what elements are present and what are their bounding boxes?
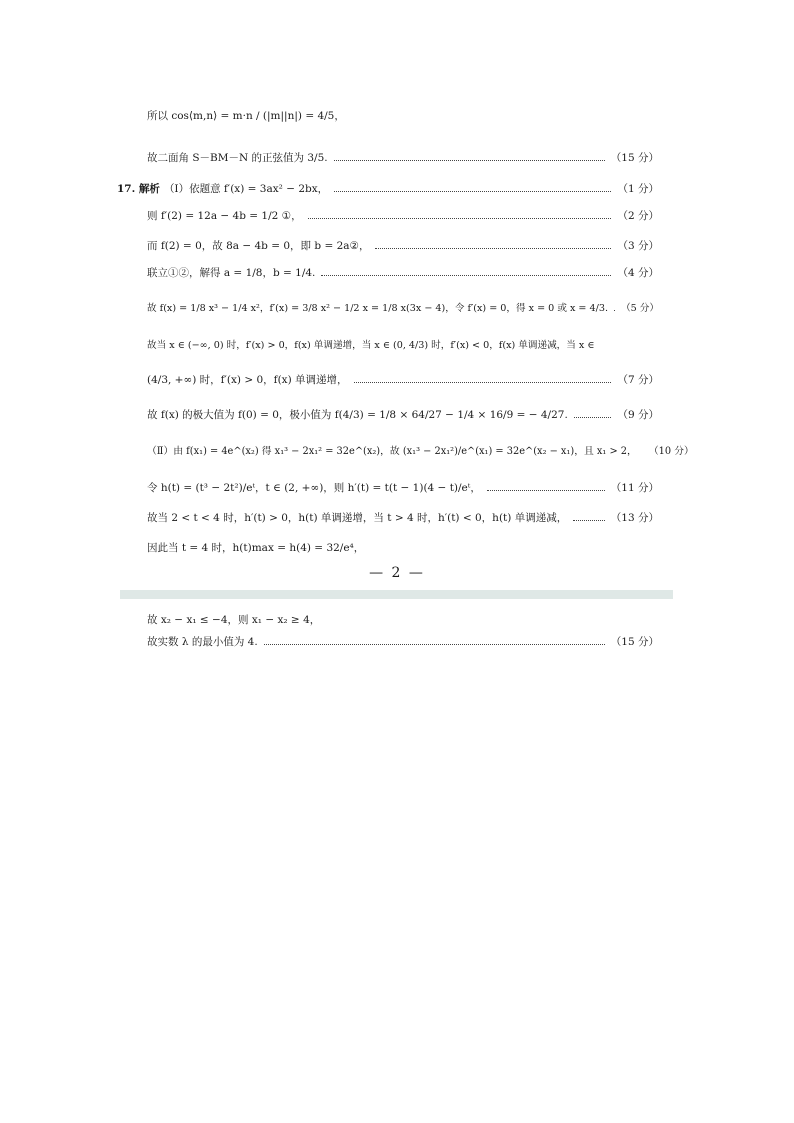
answer-line (147, 238, 659, 253)
answer-line (147, 265, 659, 280)
answer-line (147, 612, 659, 627)
score-label: （9 分） (617, 409, 659, 421)
score-label: （5 分） (621, 303, 659, 314)
score-label: （13 分） (610, 512, 659, 524)
answer-line (147, 108, 659, 123)
line-text: 故实数 λ 的最小值为 4. (147, 636, 258, 648)
answer-line (147, 510, 659, 525)
line-text: 故 x₂ − x₁ ≤ −4，则 x₁ − x₂ ≥ 4， (147, 614, 321, 626)
answer-line (147, 634, 659, 649)
score-label: （15 分） (610, 152, 659, 164)
line-text: (4/3, +∞) 时，f′(x) > 0，f(x) 单调递增， (147, 374, 348, 386)
score-label: （3 分） (617, 240, 659, 252)
answer-line (117, 181, 659, 196)
answer-line (147, 540, 659, 555)
score-label: （7 分） (617, 374, 659, 386)
line-text: 而 f(2) = 0，故 8a − 4b = 0，即 b = 2a②， (147, 240, 370, 252)
line-text: 令 h(t) = (t³ − 2t²)/eᵗ，t ∈ (2, +∞)，则 h′(t) = t(t − 1)(4 − t)/eᵗ， (147, 482, 481, 494)
line-text: 所以 cos⟨m,n⟩ = m·n / (|m||n|) = 4/5， (147, 110, 345, 122)
line-text: 联立①②，解得 a = 1/8，b = 1/4. (147, 267, 316, 279)
leader-dots (308, 218, 612, 219)
leader-dots (354, 382, 612, 383)
page-separator (120, 590, 673, 599)
answer-line (147, 208, 659, 223)
question-number: 17. 解析 (117, 183, 160, 195)
score-label: （4 分） (617, 267, 659, 279)
score-label: （11 分） (610, 482, 659, 494)
leader-dots (574, 417, 612, 418)
line-text: 故当 2 < t < 4 时，h′(t) > 0，h(t) 单调递增，当 t > 4 时，h′(t) < 0，h(t) 单调递减， (147, 512, 568, 524)
answer-line (147, 300, 659, 314)
leader-dots (321, 275, 611, 276)
line-text: 则 f′(2) = 12a − 4b = 1/2 ①， (147, 210, 302, 222)
score-label: （2 分） (617, 210, 659, 222)
score-label: （10 分） (648, 446, 694, 457)
leader-dots (487, 490, 605, 491)
leader-dots (614, 310, 615, 311)
answer-line (147, 337, 659, 351)
line-text: 故 f(x) = 1/8 x³ − 1/4 x²，f′(x) = 3/8 x² − 1/2 x = 1/8 x(3x − 4)，令 f′(x) = 0，得 x = 0 或 x = 4/3. (147, 303, 609, 314)
answer-line (147, 407, 659, 422)
answer-line (147, 480, 659, 495)
score-label: （1 分） (617, 183, 659, 195)
line-text: 故当 x ∈ (−∞, 0) 时，f′(x) > 0，f(x) 单调递增，当 x ∈ (0, 4/3) 时，f′(x) < 0，f(x) 单调递减，当 x ∈ (147, 340, 595, 351)
page-number: — 2 — (369, 565, 425, 581)
leader-dots (334, 160, 605, 161)
answer-line (147, 372, 659, 387)
leader-dots (334, 191, 611, 192)
answer-line (147, 150, 659, 165)
leader-dots (573, 520, 605, 521)
score-label: （15 分） (610, 636, 659, 648)
line-text: （Ⅱ）由 f(x₁) = 4e^(x₂) 得 x₁³ − 2x₁² = 32e^(x₂)，故 (x₁³ − 2x₁²)/e^(x₁) = 32e^(x₂ − x₁)，且 x₁ > 2， (147, 446, 637, 457)
leader-dots (264, 644, 605, 645)
line-text: （Ⅰ）依题意 f′(x) = 3ax² − 2bx， (163, 183, 329, 195)
answer-line (147, 443, 694, 457)
line-text: 故 f(x) 的极大值为 f(0) = 0，极小值为 f(4/3) = 1/8 × 64/27 − 1/4 × 16/9 = − 4/27. (147, 409, 568, 421)
line-text: 故二面角 S－BM－N 的正弦值为 3/5. (147, 152, 328, 164)
line-text: 因此当 t = 4 时，h(t)max = h(4) = 32/e⁴， (147, 542, 365, 554)
leader-dots (375, 248, 611, 249)
